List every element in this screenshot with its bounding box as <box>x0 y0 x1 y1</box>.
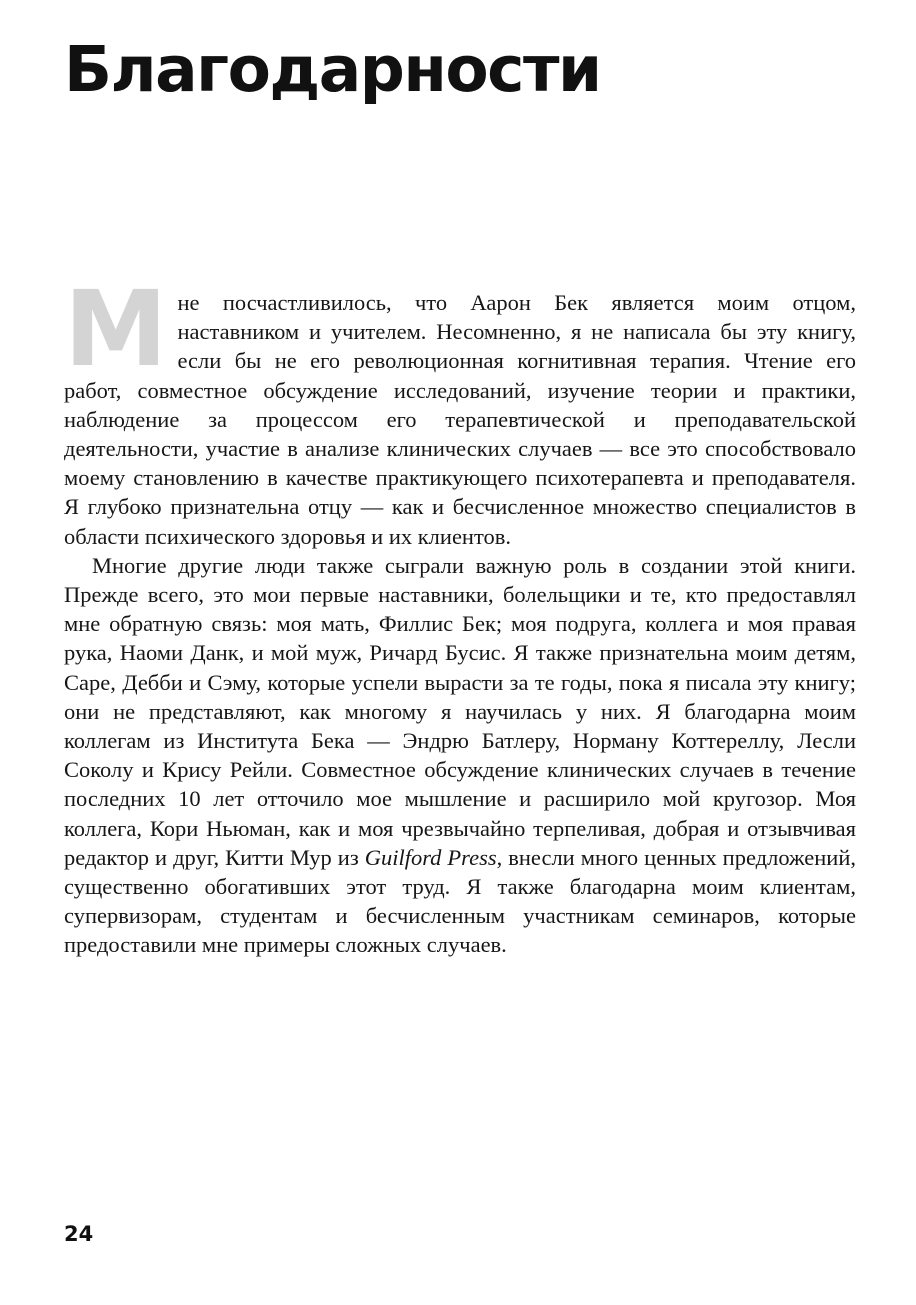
paragraph-2 <box>64 551 856 960</box>
page-title: Благодарности <box>64 33 601 106</box>
publisher-name: Guilford Press <box>364 844 497 870</box>
drop-cap: М <box>64 268 166 390</box>
page-number: 24 <box>64 1222 94 1246</box>
paragraph-2-text-end: , внесли много ценных предложений, существенно обогативших этот труд. Я также благодарна моим клиентам, супервизорам, студентам и бесчисленным участникам семинаров, которые предоставили мне примеры сложных случаев. <box>64 844 856 958</box>
body-text <box>64 268 856 960</box>
paragraph-1-text: не посчастливилось, что Аарон Бек является моим отцом, наставником и учителем. Несомненно, я не написала бы эту книгу, если бы не его революционная когнитивная терапия. Чтение его работ, совместное обсуждение исследований, изучение теории и практики, наблюдение за процессом его терапевтической и преподавательской деятельности, участие в анализе клинических случаев — все это способствовало моему становлению в качестве практикующего психотерапевта и преподавателя. Я глубоко признательна отцу — как и бесчисленное множество специалистов в области психического здоровья и их клиентов. <box>64 290 856 549</box>
paragraph-1 <box>64 268 856 551</box>
paragraph-2-text-start: Многие другие люди также сыграли важную роль в создании этой книги. Прежде всего, это мои первые наставники, болельщики и те, кто предоставлял мне обратную связь: моя мать, Филлис Бек; моя подруга, коллега и моя правая рука, Наоми Данк, и мой муж, Ричард Бусис. Я также признательна моим детям, Саре, Дебби и Сэму, которые успели вырасти за те годы, пока я писала эту книгу; они не представляют, как многому я научилась у них. Я благодарна моим коллегам из Института Бека — Эндрю Батлеру, Норману Коттереллу, Лесли Соколу и Крису Рейли. Совместное обсуждение клинических случаев в течение последних 10 лет отточило мое мышление и расширило мой кругозор. Моя коллега, Кори Ньюман, как и моя чрезвычайно терпеливая, добрая и отзывчивая редактор и друг, Китти Мур из <box>64 552 856 870</box>
